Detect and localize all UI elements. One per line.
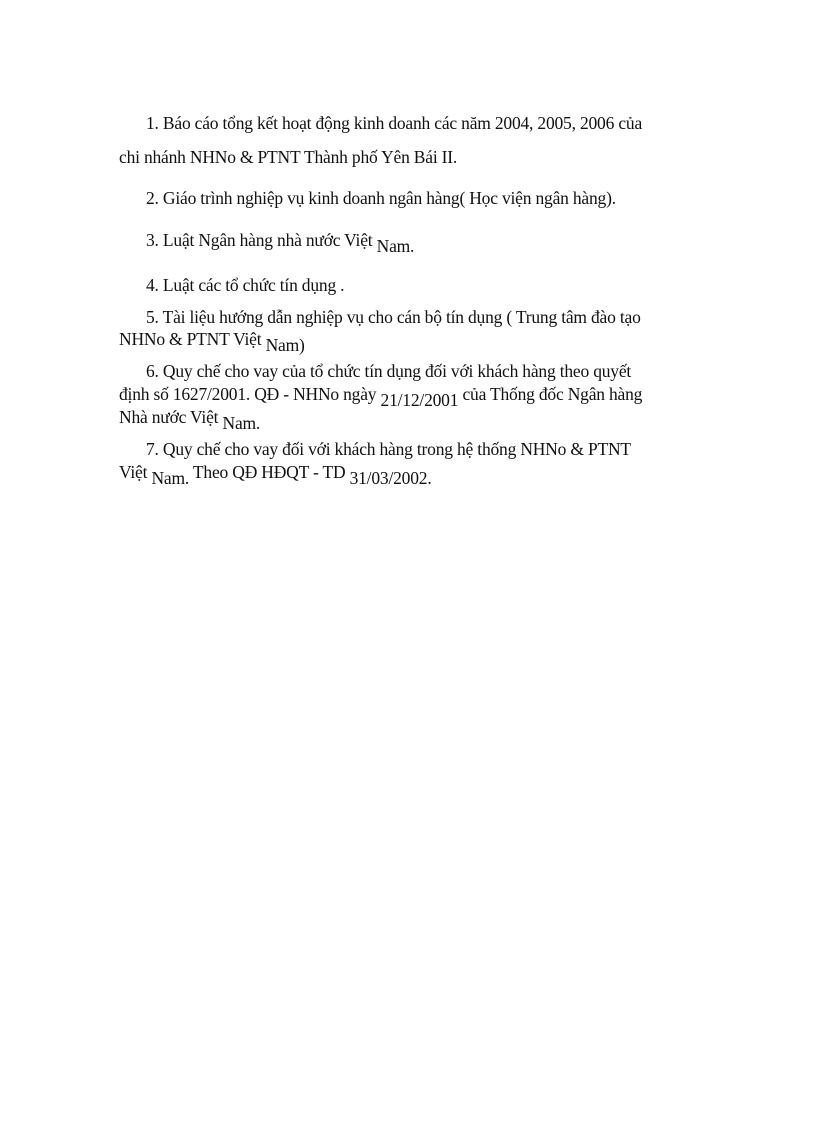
reference-text: Theo QĐ HĐQT - TD bbox=[192, 462, 346, 482]
reference-line: 5. Tài liệu hướng dẫn nghiệp vụ cho cán bộ tín dụng ( Trung tâm đào tạo bbox=[146, 307, 641, 327]
reference-text: của Thống đốc Ngân hàng bbox=[462, 384, 643, 404]
reference-text-lowered: . bbox=[427, 468, 432, 488]
reference-line: 6. Quy chế cho vay của tổ chức tín dụng đối với khách hàng theo quyết bbox=[146, 361, 632, 381]
reference-text: 3. Luật Ngân hàng nhà nước Việt bbox=[146, 230, 373, 250]
reference-text: Nhà nước Việt bbox=[119, 407, 219, 427]
reference-line bbox=[146, 230, 415, 256]
reference-text: định số 1627/2001. QĐ - NHNo ngày bbox=[119, 384, 377, 404]
date-text-lowered: 31/03/2002 bbox=[349, 468, 428, 488]
reference-text-lowered: Nam. bbox=[151, 468, 190, 488]
reference-line: 4. Luật các tổ chức tín dụng . bbox=[146, 275, 345, 295]
reference-line bbox=[119, 462, 432, 488]
reference-text-lowered: Nam) bbox=[265, 335, 305, 355]
reference-line: 2. Giáo trình nghiệp vụ kinh doanh ngân hàng( Học viện ngân hàng). bbox=[146, 188, 616, 208]
reference-line bbox=[119, 407, 261, 433]
reference-text: Việt bbox=[119, 462, 148, 482]
reference-text-lowered: Nam. bbox=[222, 413, 261, 433]
reference-line bbox=[119, 329, 305, 355]
reference-line: 1. Báo cáo tổng kết hoạt động kinh doanh các năm 2004, 2005, 2006 của bbox=[146, 113, 643, 133]
reference-text: NHNo & PTNT Việt bbox=[119, 329, 262, 349]
date-text-lowered: 21/12/2001 bbox=[380, 390, 459, 410]
reference-line: chi nhánh NHNo & PTNT Thành phố Yên Bái II. bbox=[119, 147, 458, 167]
reference-line: 7. Quy chế cho vay đối với khách hàng trong hệ thống NHNo & PTNT bbox=[146, 439, 631, 459]
reference-line bbox=[119, 384, 643, 410]
reference-text-lowered: Nam. bbox=[376, 236, 415, 256]
